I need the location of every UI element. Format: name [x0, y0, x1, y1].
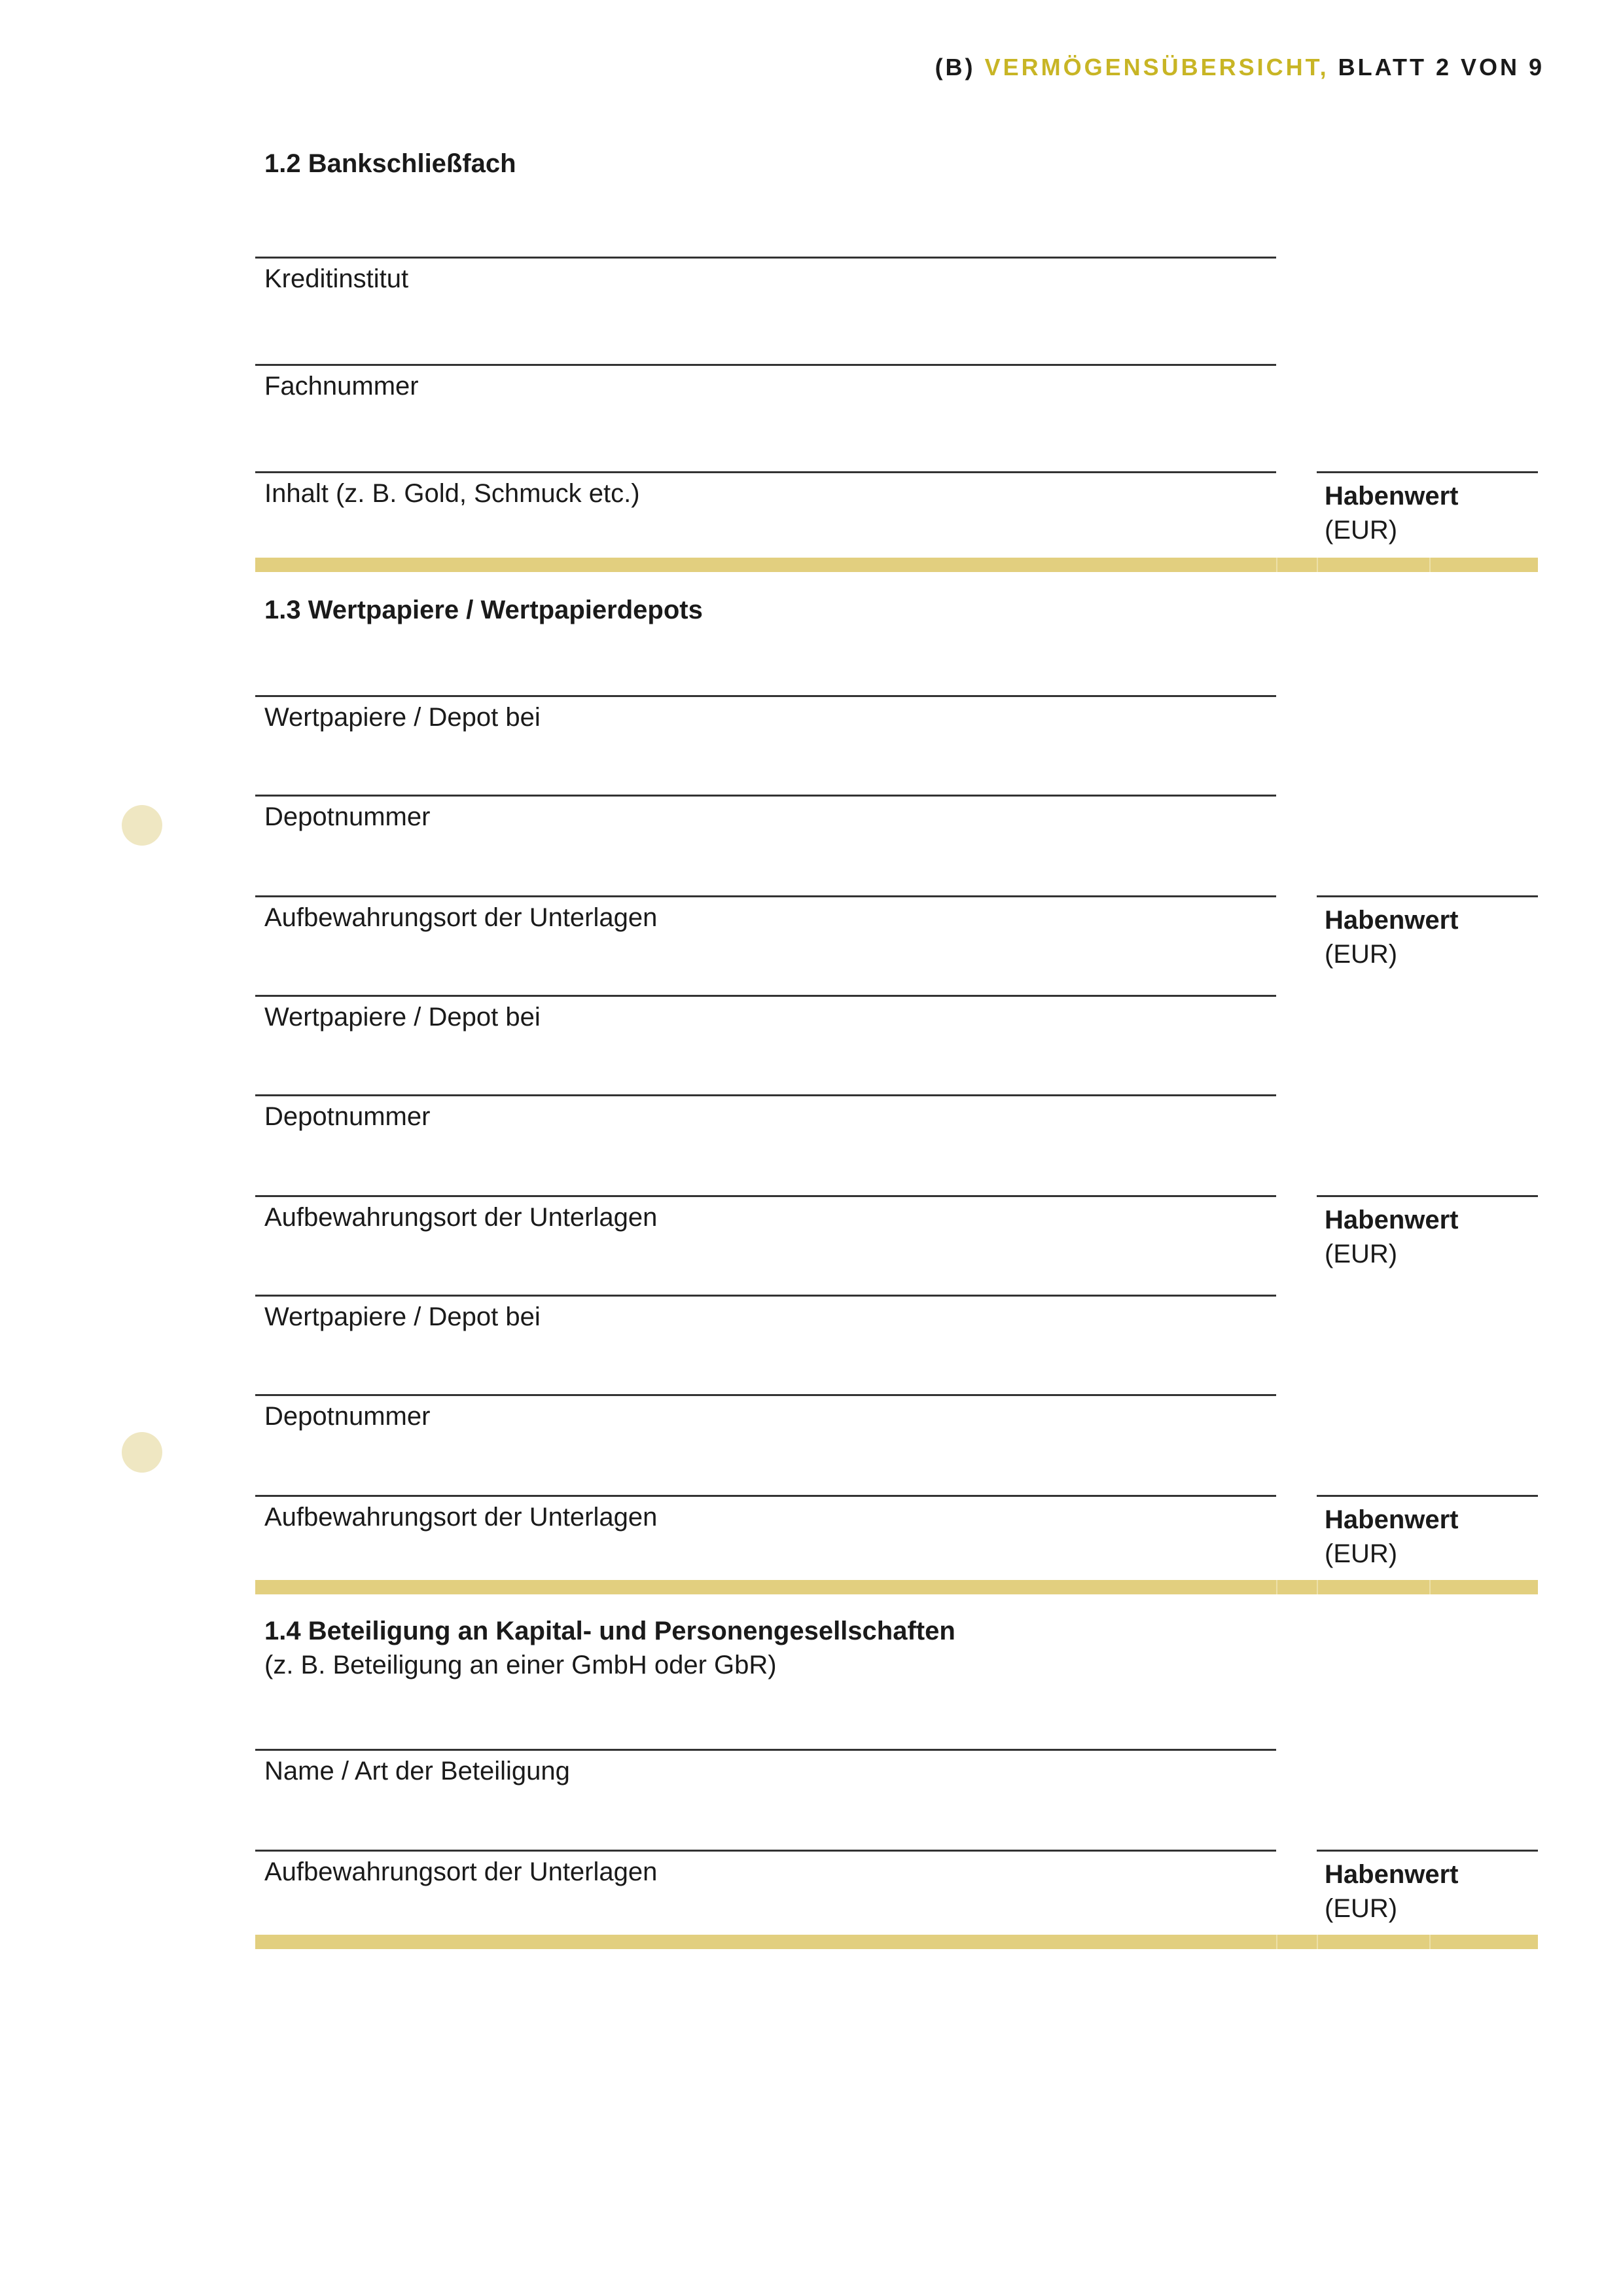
section-1-2-title: 1.2 Bankschließfach — [264, 149, 516, 178]
field-label-depot-bei: Wertpapiere / Depot bei — [264, 1003, 541, 1031]
input-line-depotnummer[interactable] — [255, 1394, 1276, 1396]
value-title: Habenwert — [1325, 1206, 1459, 1234]
input-line-kreditinstitut[interactable] — [255, 257, 1276, 259]
value-unit: (EUR) — [1325, 940, 1398, 969]
value-label-habenwert — [1325, 903, 1459, 971]
field-label-aufbewahrungsort: Aufbewahrungsort der Unterlagen — [264, 1857, 658, 1886]
field-label-depotnummer: Depotnummer — [264, 1402, 431, 1431]
value-label-habenwert — [1325, 1503, 1459, 1571]
input-line-habenwert[interactable] — [1317, 895, 1538, 897]
value-label-habenwert — [1325, 1203, 1459, 1271]
field-label-depot-bei: Wertpapiere / Depot bei — [264, 1302, 541, 1331]
field-label-inhalt: Inhalt (z. B. Gold, Schmuck etc.) — [264, 479, 640, 508]
value-title: Habenwert — [1325, 1505, 1459, 1534]
field-label-kreditinstitut: Kreditinstitut — [264, 264, 409, 293]
punch-hole-top — [122, 805, 162, 846]
punch-hole-bottom — [122, 1432, 162, 1473]
input-line-aufbewahrungsort[interactable] — [255, 895, 1276, 897]
input-line-depot-bei[interactable] — [255, 695, 1276, 697]
value-title: Habenwert — [1325, 906, 1459, 935]
input-line-depot-bei[interactable] — [255, 995, 1276, 997]
input-line-aufbewahrungsort[interactable] — [255, 1195, 1276, 1197]
input-line-habenwert[interactable] — [1317, 471, 1538, 473]
field-label-depotnummer: Depotnummer — [264, 802, 431, 831]
input-line-fachnummer[interactable] — [255, 364, 1276, 366]
header-prefix: (B) — [935, 54, 976, 81]
input-line-beteiligung[interactable] — [255, 1749, 1276, 1751]
input-line-inhalt[interactable] — [255, 471, 1276, 473]
field-label-depot-bei: Wertpapiere / Depot bei — [264, 703, 541, 732]
input-line-depotnummer[interactable] — [255, 795, 1276, 797]
field-label-beteiligung: Name / Art der Beteiligung — [264, 1757, 570, 1785]
value-unit: (EUR) — [1325, 516, 1398, 545]
field-label-aufbewahrungsort: Aufbewahrungsort der Unterlagen — [264, 1203, 658, 1232]
page-header — [935, 54, 1544, 81]
input-line-habenwert[interactable] — [1317, 1195, 1538, 1197]
input-line-aufbewahrungsort[interactable] — [255, 1850, 1276, 1852]
header-sheet: BLATT 2 VON 9 — [1338, 54, 1544, 81]
value-unit: (EUR) — [1325, 1240, 1398, 1268]
value-unit: (EUR) — [1325, 1539, 1398, 1568]
value-title: Habenwert — [1325, 1860, 1459, 1889]
input-line-depot-bei[interactable] — [255, 1295, 1276, 1297]
section-1-4-title: 1.4 Beteiligung an Kapital- und Personengesellschaften — [264, 1617, 955, 1645]
field-label-aufbewahrungsort: Aufbewahrungsort der Unterlagen — [264, 1503, 658, 1532]
section-divider-band — [255, 558, 1538, 572]
input-line-depotnummer[interactable] — [255, 1094, 1276, 1096]
input-line-aufbewahrungsort[interactable] — [255, 1495, 1276, 1497]
input-line-habenwert[interactable] — [1317, 1495, 1538, 1497]
section-divider-band — [255, 1580, 1538, 1594]
field-label-depotnummer: Depotnummer — [264, 1102, 431, 1131]
section-1-4-subtitle: (z. B. Beteiligung an einer GmbH oder GbR) — [264, 1651, 777, 1679]
field-label-fachnummer: Fachnummer — [264, 372, 419, 401]
value-title: Habenwert — [1325, 482, 1459, 511]
value-unit: (EUR) — [1325, 1894, 1398, 1923]
field-label-aufbewahrungsort: Aufbewahrungsort der Unterlagen — [264, 903, 658, 932]
header-section: VERMÖGENSÜBERSICHT, — [984, 54, 1329, 81]
section-1-3-title: 1.3 Wertpapiere / Wertpapierdepots — [264, 596, 703, 624]
value-label-habenwert — [1325, 1857, 1459, 1926]
value-label-habenwert — [1325, 479, 1459, 547]
input-line-habenwert[interactable] — [1317, 1850, 1538, 1852]
section-divider-band — [255, 1935, 1538, 1949]
